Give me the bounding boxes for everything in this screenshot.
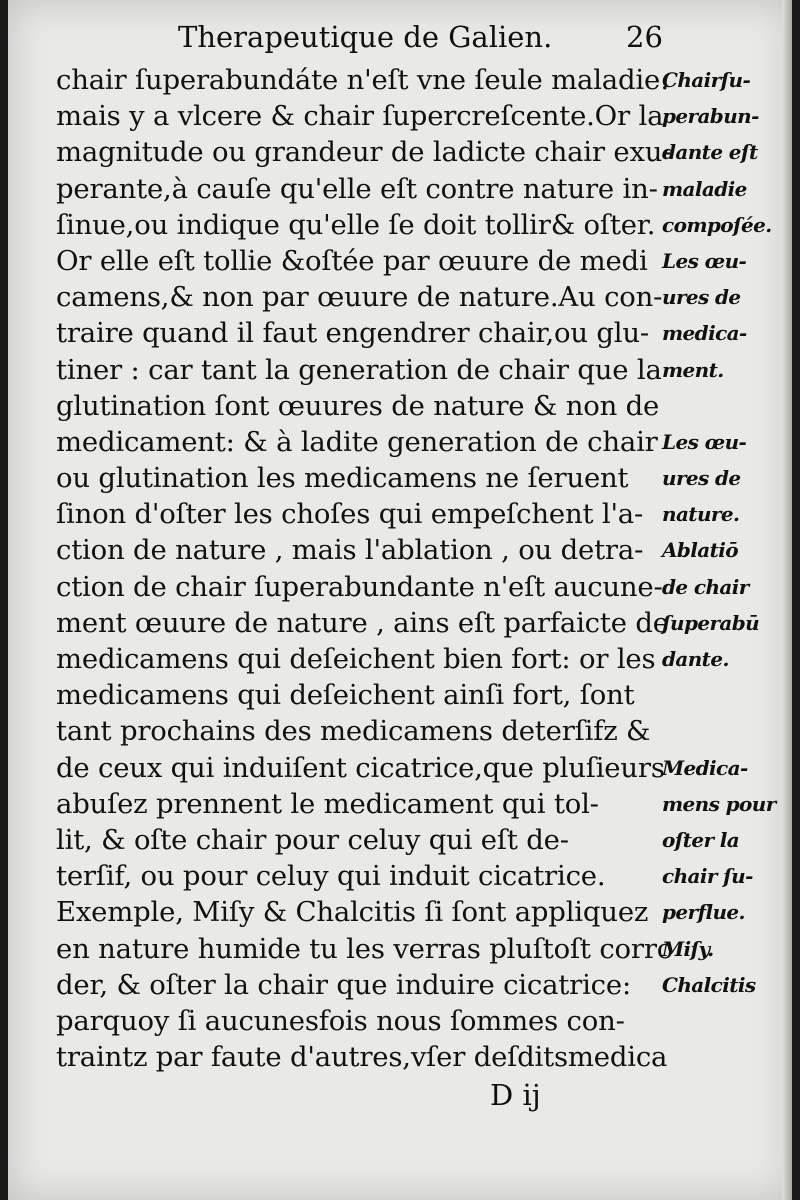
margin-note: ures de	[662, 466, 741, 491]
text-line: abuſez prennent le medicament qui tol-	[56, 787, 599, 820]
margin-note: chair ſu-	[662, 864, 753, 889]
margin-note: oſter la	[662, 827, 740, 852]
margin-note	[662, 713, 792, 749]
margin-note: Chairſu-	[662, 68, 751, 92]
text-line: traire quand il faut engendrer chair,ou glu-	[56, 317, 649, 350]
margin-note: perabun-	[662, 104, 759, 129]
margin-note: Medica-	[662, 755, 748, 780]
running-title: Therapeutique de Galien.	[178, 20, 553, 54]
text-line: Or elle eſt tollie &oſtée par œuure de medi	[56, 244, 648, 277]
text-line: terſif, ou pour celuy qui induit cicatrice.	[56, 860, 606, 893]
margin-note: Miſy.	[662, 936, 714, 961]
margin-note: Les œu-	[662, 429, 747, 454]
text-line: tiner : car tant la generation de chair que la	[56, 353, 662, 386]
margin-note	[662, 388, 792, 424]
text-line: ction de nature , mais l'ablation , ou detra-	[56, 534, 644, 567]
margin-note	[662, 1003, 792, 1039]
text-line: parquoy ſi aucunesfois nous ſommes con-	[56, 1004, 625, 1037]
text-line: perante,à cauſe qu'elle eſt contre nature in-	[56, 172, 658, 205]
signature-mark: D ij	[490, 1078, 541, 1112]
margin-note: Les œu-	[662, 248, 747, 273]
text-line: lit, & oſte chair pour celuy qui eſt de-	[56, 823, 569, 856]
text-line: ction de chair ſuperabundante n'eſt aucune-	[56, 570, 663, 603]
margin-notes-column	[662, 62, 792, 1075]
main-text-column	[56, 62, 674, 1075]
text-line: medicamens qui deſeichent ainſi fort, ſont	[56, 679, 635, 712]
margin-note: dante eſt	[662, 140, 758, 165]
text-line: en nature humide tu les verras pluſtoſt corro	[56, 932, 674, 965]
margin-note: medica-	[662, 321, 747, 346]
text-line: de ceux qui induiſent cicatrice,que pluſieurs	[56, 751, 665, 784]
page-number: 26	[626, 20, 663, 54]
text-line: magnitude ou grandeur de ladicte chair exu-	[56, 136, 672, 169]
text-line: ſinon d'oſter les choſes qui empeſchent l'a-	[56, 498, 644, 531]
text-line: ment œuure de nature , ains eſt parfaicte de	[56, 606, 669, 639]
margin-note: perflue.	[662, 900, 745, 925]
margin-note	[662, 1039, 792, 1075]
text-line: mais y a vlcere & chair ſupercreſcente.Or la	[56, 100, 664, 133]
margin-note: ures de	[662, 285, 741, 310]
text-line: ou glutination les medicamens ne ſeruent	[56, 462, 629, 495]
text-line: ſinue,ou indique qu'elle ſe doit tollir& oſter.	[56, 208, 656, 241]
running-header	[178, 20, 678, 60]
text-line: medicamens qui deſeichent bien fort: or les	[56, 643, 656, 675]
margin-note: de chair	[662, 574, 749, 599]
margin-note: compoſée.	[662, 212, 772, 237]
margin-note: nature.	[662, 502, 740, 527]
text-line: Exemple, Miſy & Chalcitis ſi ſont appliquez	[56, 896, 649, 929]
text-line: camens,& non par œuure de nature.Au con-	[56, 281, 663, 314]
text-line: tant prochains des medicamens deterſifz &	[56, 715, 651, 748]
margin-note: mens pour	[662, 791, 776, 816]
text-line: der, & oſter la chair que induire cicatrice:	[56, 968, 632, 1001]
text-line: chair ſuperabundáte n'eſt vne ſeule maladie:	[56, 64, 670, 96]
margin-note	[662, 677, 792, 713]
margin-note: ſuperabū	[662, 610, 760, 635]
margin-note: ment.	[662, 357, 724, 382]
margin-note: dante.	[662, 647, 729, 671]
book-page	[8, 0, 792, 1200]
text-line: medicament: & à ladite generation de chair	[56, 425, 658, 458]
margin-note: maladie	[662, 176, 747, 201]
text-line: glutination ſont œuures de nature & non de	[56, 389, 660, 422]
text-line: traintz par faute d'autres,vſer deſditsmedica	[56, 1041, 668, 1074]
margin-note: Chalcitis	[662, 972, 756, 997]
page-edge	[782, 0, 792, 1200]
margin-note: Ablatiō	[662, 538, 739, 563]
